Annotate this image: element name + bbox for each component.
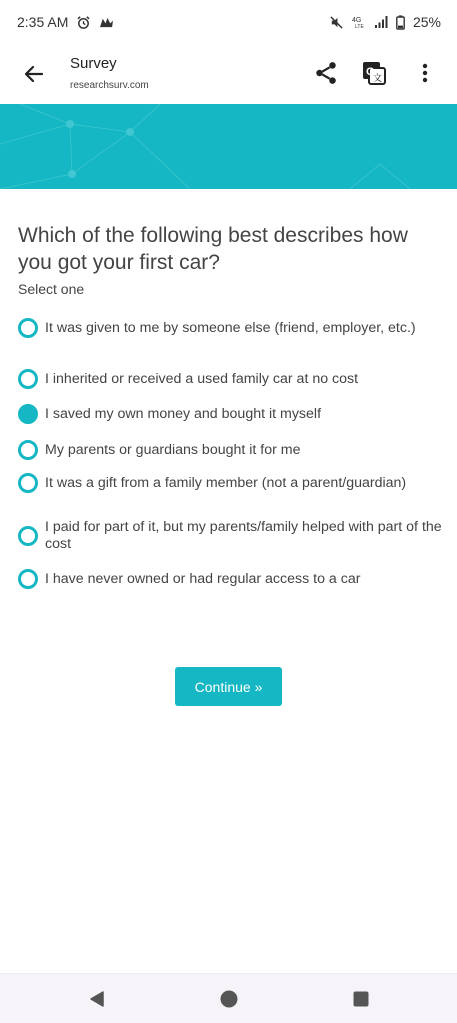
continue-button[interactable]: Continue » — [175, 667, 282, 706]
option-inherited-family-car[interactable] — [18, 369, 443, 389]
4g-lte-icon — [352, 15, 366, 29]
status-right — [329, 14, 441, 30]
title-block — [70, 55, 149, 91]
circle-home-icon — [220, 990, 238, 1008]
system-navigation-bar — [0, 973, 457, 1023]
battery-icon — [396, 15, 405, 30]
option-label: It was a gift from a family member (not a parent/guardian) — [45, 474, 407, 491]
signal-icon — [374, 15, 388, 29]
option-saved-own-money[interactable] — [18, 404, 443, 424]
nav-home-button[interactable] — [219, 989, 239, 1009]
header-banner — [0, 104, 457, 189]
radio-button[interactable] — [18, 369, 38, 389]
page-title: Survey — [70, 55, 117, 72]
svg-text:文: 文 — [373, 74, 383, 84]
nav-recents-button[interactable] — [351, 989, 371, 1009]
nav-back-button[interactable] — [87, 989, 107, 1009]
option-parents-bought[interactable] — [18, 440, 443, 460]
triangle-back-icon — [88, 990, 106, 1008]
radio-button[interactable] — [18, 569, 38, 589]
option-gift-from-family-member[interactable] — [18, 473, 443, 493]
mute-icon — [329, 15, 344, 30]
status-bar — [0, 0, 457, 44]
translate-button[interactable] — [361, 60, 387, 86]
radio-button[interactable] — [18, 440, 38, 460]
question-hint: Select one — [18, 281, 85, 297]
question-text: Which of the following best describes how you got your first car? — [18, 224, 408, 274]
network-pattern-graphic — [0, 104, 457, 189]
option-label: I inherited or received a used family car at no cost — [45, 370, 359, 387]
battery-level: 25% — [412, 14, 441, 30]
option-label: I saved my own money and bought it myself — [45, 405, 322, 422]
square-recents-icon — [353, 991, 369, 1007]
page-url: researchsurv.com — [70, 80, 149, 91]
option-label: I paid for part of it, but my parents/family helped with part of the cost — [45, 519, 442, 552]
svg-text:G: G — [366, 66, 375, 78]
back-arrow-icon — [24, 65, 44, 83]
status-left — [17, 14, 114, 30]
more-options-button[interactable] — [414, 60, 436, 86]
radio-button[interactable] — [18, 526, 38, 546]
status-time: 2:35 AM — [17, 14, 69, 30]
app-notification-icon — [99, 16, 114, 29]
radio-button[interactable] — [18, 473, 38, 493]
alarm-icon — [76, 15, 91, 30]
option-given-by-someone-else[interactable] — [18, 318, 443, 338]
radio-button[interactable] — [18, 318, 38, 338]
option-never-owned[interactable] — [18, 569, 443, 589]
option-paid-part[interactable] — [18, 519, 443, 553]
radio-button-selected[interactable] — [18, 404, 38, 424]
more-vert-icon — [414, 60, 436, 86]
back-button[interactable] — [20, 60, 48, 88]
share-button[interactable] — [313, 60, 339, 86]
option-label: It was given to me by someone else (friend, employer, etc.) — [45, 319, 416, 336]
svg-text:LTE: LTE — [354, 24, 364, 29]
option-label: My parents or guardians bought it for me — [45, 441, 301, 458]
svg-text:4G: 4G — [351, 17, 362, 24]
translate-icon — [361, 60, 387, 86]
share-icon — [313, 60, 339, 86]
option-label: I have never owned or had regular access to a car — [45, 570, 361, 587]
browser-app-bar — [0, 44, 457, 104]
